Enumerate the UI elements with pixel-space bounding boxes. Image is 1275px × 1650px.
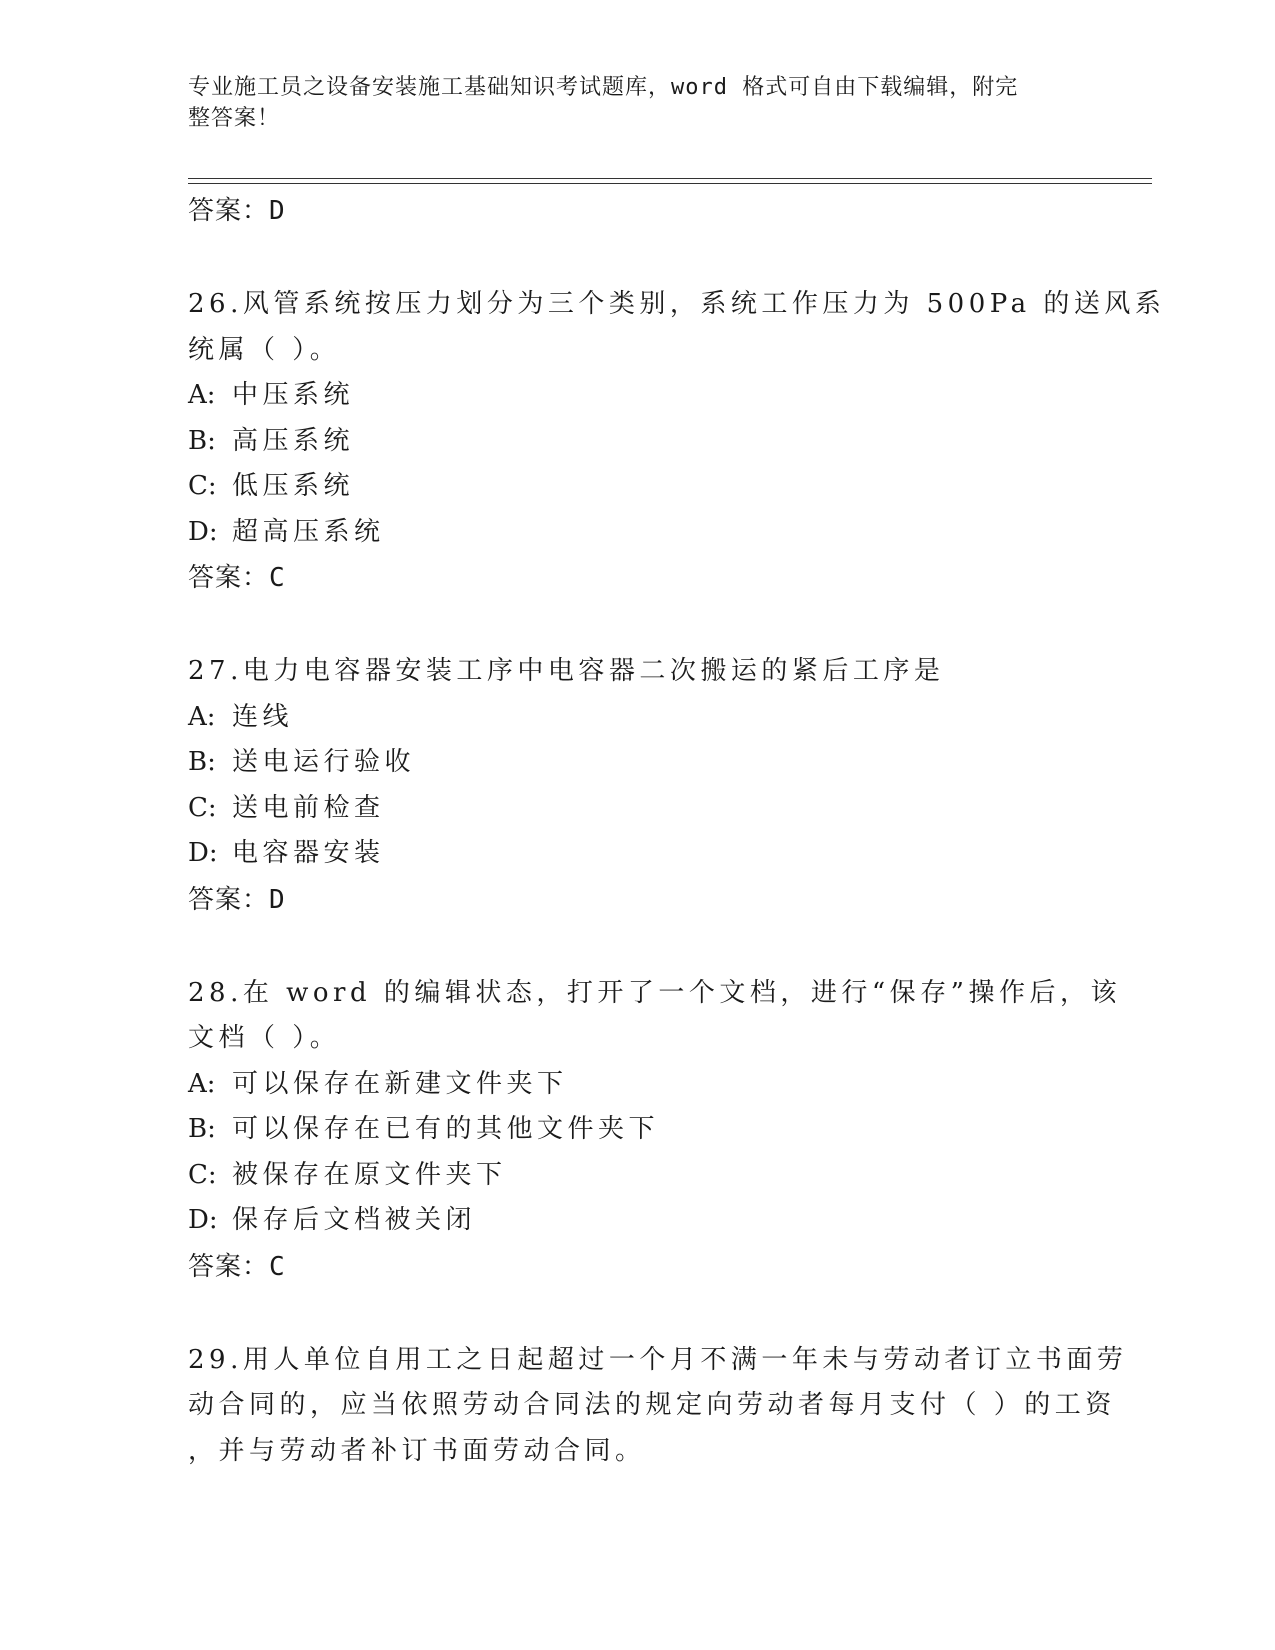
question-stem-line: ，并与劳动者补订书面劳动合同。 [188, 1435, 646, 1466]
option-letter: A: [188, 380, 216, 410]
option-a [188, 1062, 1088, 1108]
answer-line: 答案：D [188, 196, 286, 226]
question-stem-line: 27.电力电容器安装工序中电容器二次搬运的紧后工序是 [188, 656, 945, 686]
option-text: 送电运行验收 [232, 747, 416, 777]
option-letter: B: [188, 1114, 216, 1144]
option-text: 高压系统 [232, 425, 355, 456]
option-letter: D: [188, 838, 218, 868]
option-text: 连线 [232, 701, 294, 732]
document-header [188, 72, 1068, 134]
answer-line: 答案：D [188, 884, 286, 915]
option-c [188, 786, 1088, 832]
option-letter: A: [188, 1068, 216, 1099]
header-divider-top [188, 178, 1152, 179]
option-b [188, 740, 1088, 786]
question-29 [188, 1338, 1128, 1475]
question-stem-line: 28.在 word 的编辑状态，打开了一个文档，进行“保存”操作后，该 [188, 977, 1121, 1008]
option-text: 电容器安装 [232, 838, 385, 868]
question-list [188, 188, 1166, 1474]
option-c [188, 464, 1088, 510]
option-text: 可以保存在已有的其他文件夹下 [232, 1114, 660, 1144]
header-line-1: 专业施工员之设备安装施工基础知识考试题库，word 格式可自由下载编辑，附完 [188, 75, 1019, 100]
header-line-2: 整答案！ [188, 106, 281, 131]
option-letter: D: [188, 516, 218, 547]
option-letter: B: [188, 425, 216, 456]
question-stem-line: 26.风管系统按压力划分为三个类别，系统工作压力为 500Pa 的送风系 [188, 289, 1166, 319]
option-c [188, 1153, 1088, 1199]
option-d [188, 831, 1088, 877]
option-b [188, 419, 1088, 465]
question-26 [188, 282, 1166, 601]
answer-line: 答案：C [188, 1251, 286, 1282]
option-text: 低压系统 [232, 471, 355, 501]
option-letter: B: [188, 747, 216, 777]
question-stem-line: 文档（ ）。 [188, 1023, 341, 1053]
answer-line: 答案：C [188, 563, 286, 593]
option-text: 保存后文档被关闭 [232, 1205, 477, 1235]
question-28 [188, 971, 1121, 1290]
question-stem-line: 统属（ ）。 [188, 334, 341, 365]
option-letter: C: [188, 1159, 217, 1190]
option-letter: C: [188, 471, 217, 501]
option-text: 送电前检查 [232, 792, 385, 823]
option-a [188, 373, 1088, 419]
question-stem-line: 动合同的，应当依照劳动合同法的规定向劳动者每月支付（ ）的工资 [188, 1390, 1116, 1420]
option-text: 可以保存在新建文件夹下 [232, 1068, 568, 1099]
option-text: 超高压系统 [232, 516, 385, 547]
option-letter: A: [188, 701, 216, 732]
option-text: 中压系统 [232, 380, 355, 410]
question-27 [188, 649, 1088, 923]
option-d [188, 510, 1088, 556]
header-divider-bottom [188, 183, 1152, 184]
option-text: 被保存在原文件夹下 [232, 1159, 507, 1190]
option-letter: C: [188, 792, 217, 823]
option-b [188, 1107, 1088, 1153]
question-stem-line: 29.用人单位自用工之日起超过一个月不满一年未与劳动者订立书面劳 [188, 1344, 1128, 1375]
option-letter: D: [188, 1205, 218, 1235]
option-d [188, 1198, 1088, 1244]
option-a [188, 695, 1088, 741]
